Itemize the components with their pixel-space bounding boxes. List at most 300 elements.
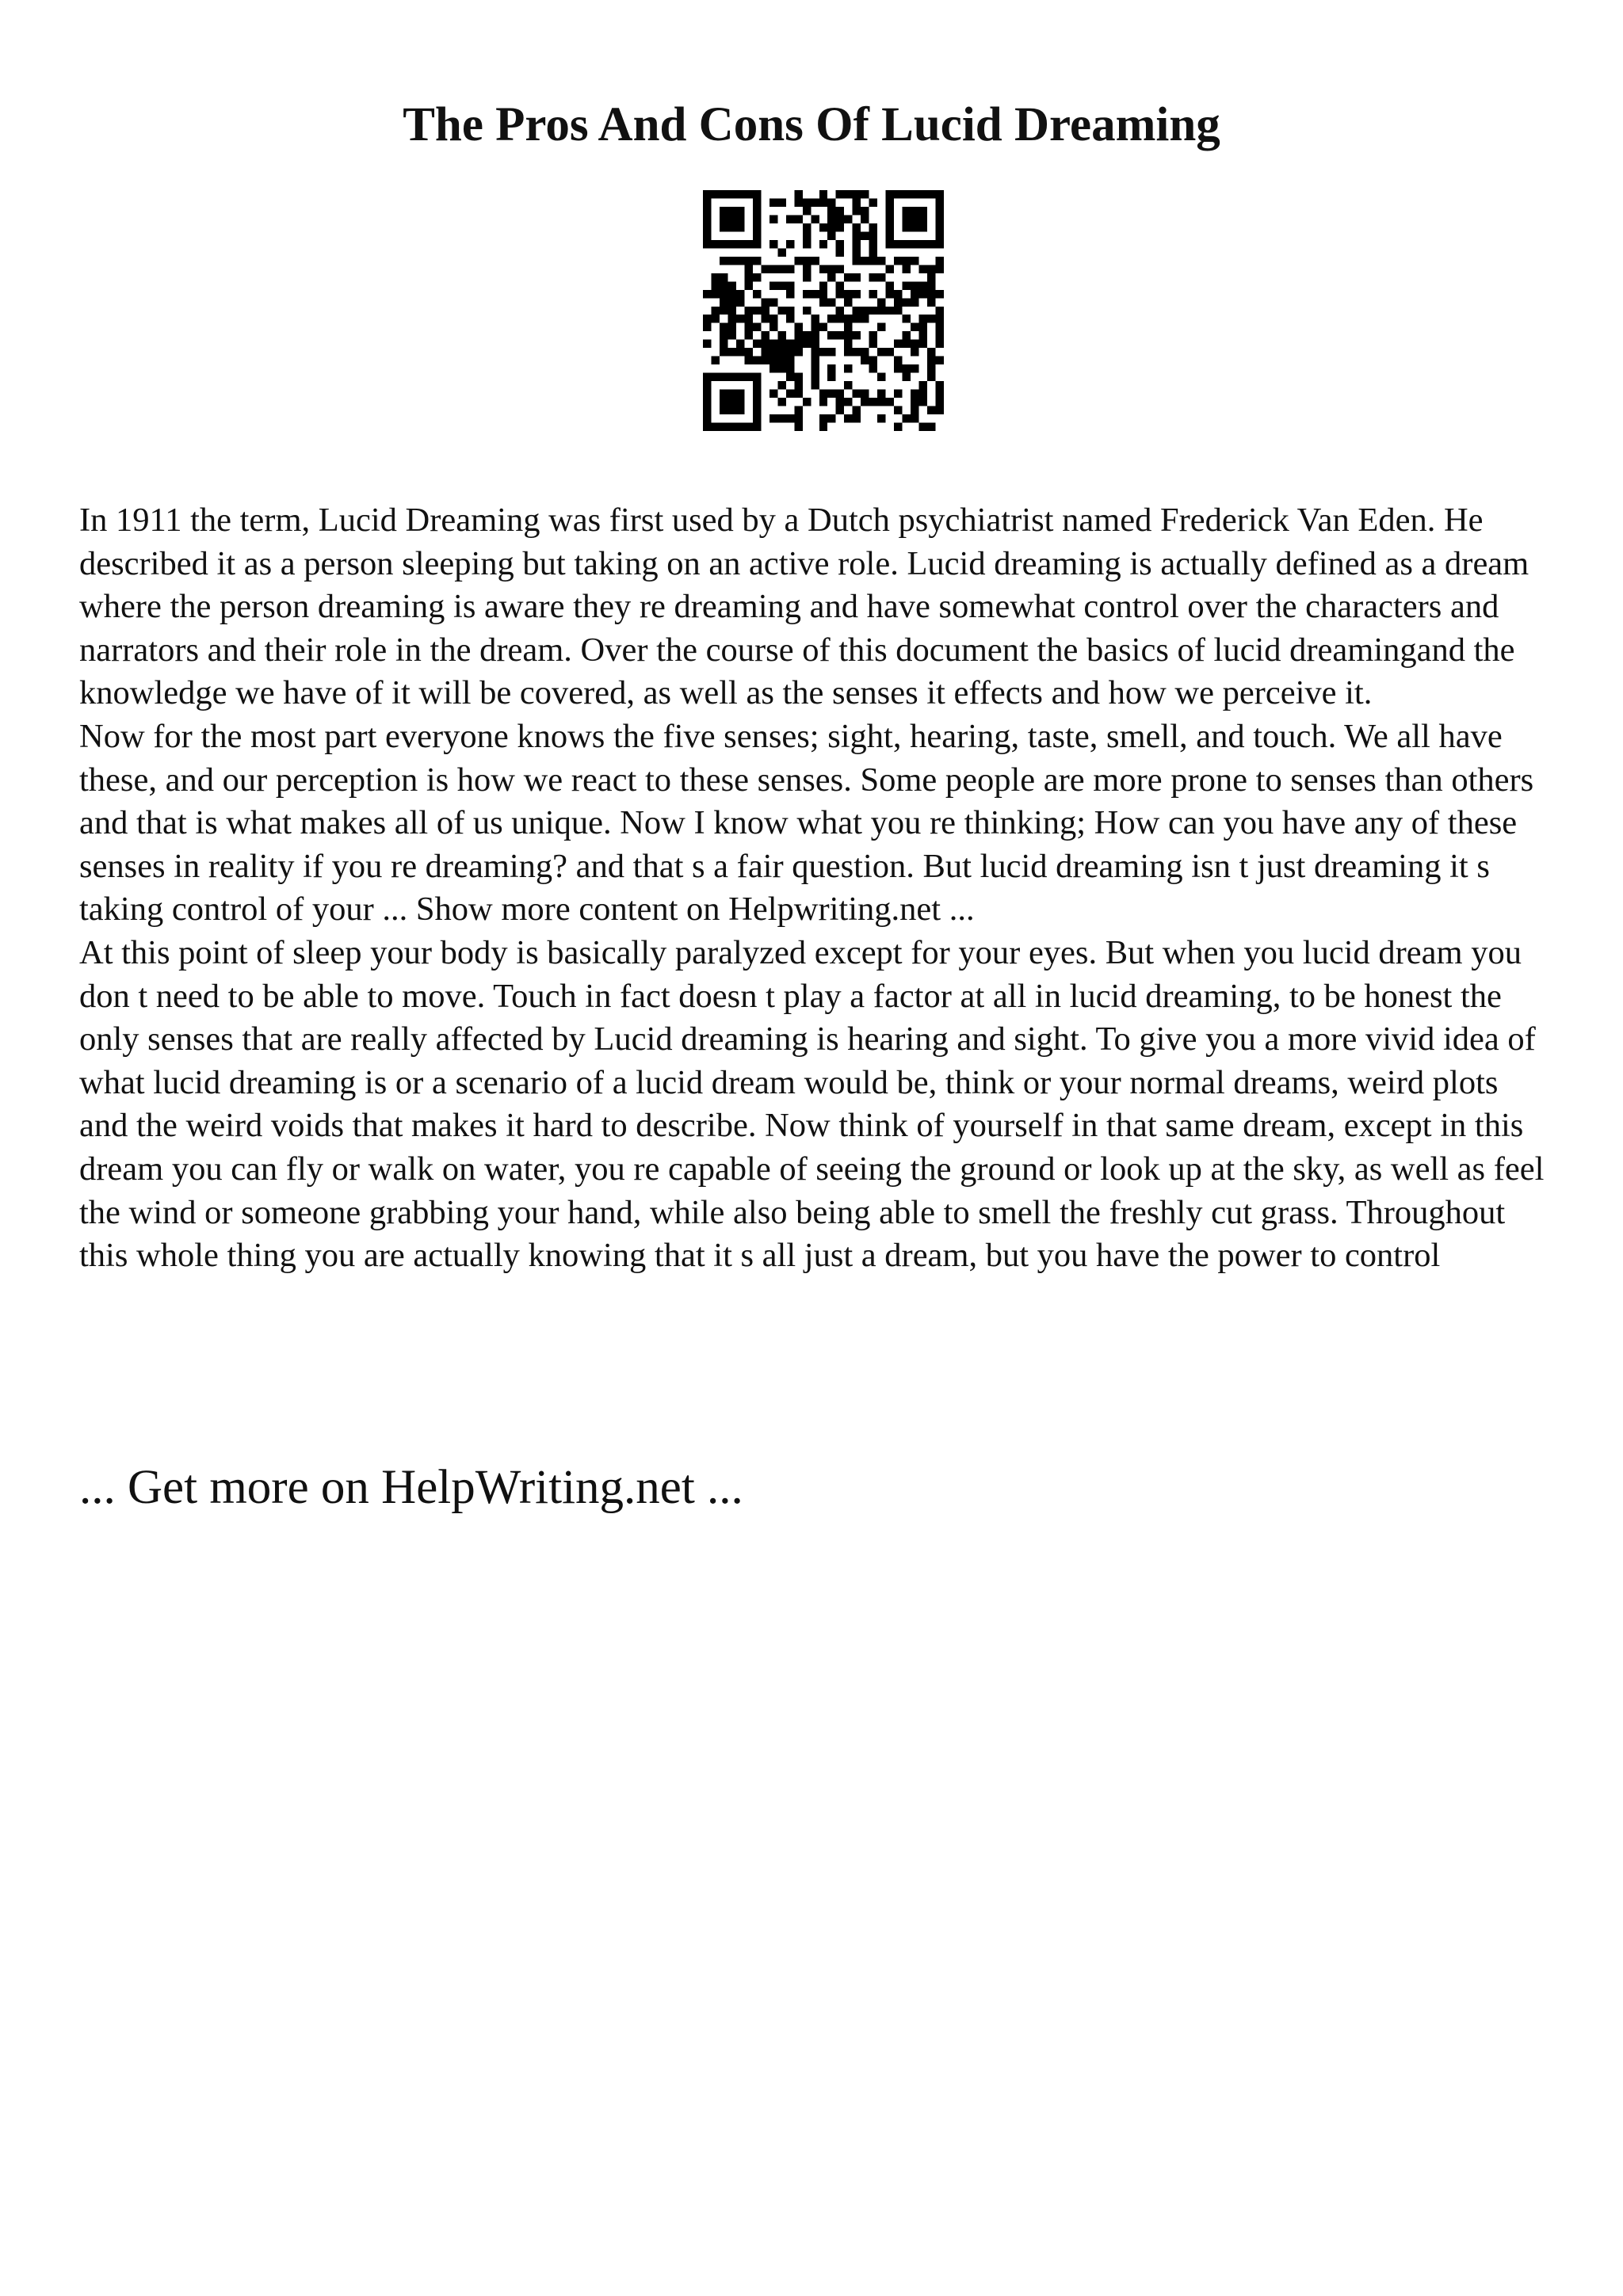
qr-module (861, 257, 869, 265)
qr-module (727, 331, 735, 339)
qr-module (836, 281, 844, 289)
qr-module (869, 307, 877, 315)
qr-module (753, 273, 761, 281)
qr-module (827, 207, 835, 215)
qr-module (761, 315, 769, 322)
qr-module (936, 357, 944, 364)
qr-module (861, 357, 869, 364)
qr-module (794, 423, 802, 431)
qr-module (753, 381, 761, 389)
qr-module (736, 298, 744, 306)
qr-module (753, 190, 761, 198)
qr-module (827, 198, 835, 206)
qr-module (811, 348, 819, 356)
qr-module (827, 265, 835, 273)
qr-module (827, 414, 835, 422)
qr-module (769, 357, 777, 364)
qr-module (911, 190, 918, 198)
qr-module (753, 340, 761, 348)
qr-module (769, 265, 777, 273)
qr-module (919, 340, 927, 348)
qr-module (703, 231, 711, 239)
qr-module (753, 215, 761, 223)
qr-module (919, 265, 927, 273)
qr-module (786, 340, 794, 348)
qr-module (903, 414, 911, 422)
qr-module (853, 290, 861, 298)
qr-module (736, 373, 744, 381)
qr-module (861, 307, 869, 315)
qr-module (769, 298, 777, 306)
qr-module (903, 240, 911, 248)
qr-module (744, 273, 752, 281)
qr-module (919, 223, 927, 231)
qr-module (886, 398, 894, 406)
qr-module (861, 190, 869, 198)
qr-module (786, 315, 794, 322)
qr-module (811, 381, 819, 389)
qr-module (903, 331, 911, 339)
qr-module (811, 257, 819, 265)
qr-module (844, 364, 852, 372)
qr-module (727, 373, 735, 381)
qr-module (736, 423, 744, 431)
qr-module (703, 315, 711, 322)
qr-module (853, 307, 861, 315)
qr-module (927, 265, 935, 273)
qr-module (844, 298, 852, 306)
qr-module (727, 215, 735, 223)
qr-module (803, 290, 811, 298)
qr-module (903, 340, 911, 348)
qr-module (769, 364, 777, 372)
get-more-link[interactable]: ... Get more on HelpWriting.net ... (79, 1461, 743, 1514)
qr-module (936, 381, 944, 389)
qr-module (927, 290, 935, 298)
qr-module (869, 340, 877, 348)
qr-module (744, 357, 752, 364)
qr-module (927, 406, 935, 414)
qr-code-icon[interactable] (703, 190, 944, 431)
qr-module (720, 215, 727, 223)
qr-module (720, 398, 727, 406)
qr-module (777, 198, 785, 206)
qr-module (869, 290, 877, 298)
qr-module (894, 340, 902, 348)
qr-module (911, 323, 918, 331)
qr-module (777, 265, 785, 273)
qr-module (894, 257, 902, 265)
qr-module (919, 190, 927, 198)
qr-module (911, 281, 918, 289)
qr-module (853, 223, 861, 231)
qr-module (803, 231, 811, 239)
qr-module (911, 298, 918, 306)
qr-module (886, 223, 894, 231)
qr-module (753, 223, 761, 231)
qr-module (703, 398, 711, 406)
qr-module (777, 364, 785, 372)
qr-module (844, 348, 852, 356)
qr-module (720, 373, 727, 381)
qr-module (927, 373, 935, 381)
qr-module (811, 198, 819, 206)
qr-module (886, 348, 894, 356)
qr-module (903, 215, 911, 223)
qr-module (886, 265, 894, 273)
qr-module (703, 223, 711, 231)
qr-module (703, 323, 711, 331)
qr-module (794, 373, 802, 381)
qr-module (886, 198, 894, 206)
qr-module (769, 340, 777, 348)
body-text (79, 499, 1553, 1278)
qr-module (927, 273, 935, 281)
qr-module (844, 215, 852, 223)
qr-module (777, 331, 785, 339)
qr-module (903, 364, 911, 372)
qr-module (827, 273, 835, 281)
qr-module (761, 348, 769, 356)
qr-module (803, 398, 811, 406)
qr-module (869, 357, 877, 364)
qr-module (753, 406, 761, 414)
qr-module (786, 215, 794, 223)
qr-module (869, 331, 877, 339)
qr-module (936, 398, 944, 406)
qr-module (836, 248, 844, 256)
qr-module (777, 307, 785, 315)
qr-module (736, 390, 744, 398)
qr-module (786, 240, 794, 248)
qr-module (736, 340, 744, 348)
qr-module (761, 265, 769, 273)
qr-module (819, 390, 827, 398)
qr-module (736, 315, 744, 322)
qr-module (777, 381, 785, 389)
qr-module (836, 331, 844, 339)
qr-module (869, 364, 877, 372)
qr-module (727, 315, 735, 322)
qr-module (819, 298, 827, 306)
qr-module (927, 364, 935, 372)
qr-module (927, 315, 935, 322)
qr-module (703, 207, 711, 215)
qr-module (703, 381, 711, 389)
qr-module (727, 281, 735, 289)
qr-module (727, 406, 735, 414)
qr-module (827, 331, 835, 339)
qr-module (786, 390, 794, 398)
qr-module (836, 207, 844, 215)
qr-module (853, 257, 861, 265)
qr-module (811, 215, 819, 223)
qr-module (769, 198, 777, 206)
paragraph-3: At this point of sleep your body is basically paralyzed except for your eyes. But when you lucid dream you don t need to be able to move. Touch in fact doesn t play a factor at all in lucid dreaming, to be honest the only senses that are really affected by Lucid dreaming is hearing and sight. To give you a more vivid idea of what lucid dreaming is or a scenario of a lucid dream would be, think or your normal dreams, weird plots and the weird voids that makes it hard to describe. Now think of yourself in that same dream, except in this dream you can fly or walk on water, you re capable of seeing the ground or look up at the sky, as well as feel the wind or someone grabbing your hand, while also being able to smell the freshly cut grass. Throughout this whole thing you are actually knowing that it s all just a dream, but you have the power to control (79, 933, 1545, 1275)
qr-module (777, 340, 785, 348)
qr-module (711, 290, 719, 298)
qr-module (936, 340, 944, 348)
qr-module (761, 357, 769, 364)
qr-module (936, 331, 944, 339)
qr-module (844, 381, 852, 389)
qr-module (911, 207, 918, 215)
qr-module (844, 273, 852, 281)
qr-module (836, 307, 844, 315)
qr-module (786, 307, 794, 315)
qr-module (727, 323, 735, 331)
qr-module (777, 348, 785, 356)
qr-module (769, 240, 777, 248)
qr-module (844, 323, 852, 331)
qr-module (727, 423, 735, 431)
qr-module (727, 207, 735, 215)
qr-module (711, 240, 719, 248)
qr-module (911, 340, 918, 348)
qr-module (844, 315, 852, 322)
qr-module (844, 340, 852, 348)
qr-module (720, 281, 727, 289)
qr-module (819, 265, 827, 273)
qr-module (911, 348, 918, 356)
qr-module (711, 273, 719, 281)
qr-module (936, 315, 944, 322)
qr-module (720, 348, 727, 356)
qr-module (727, 190, 735, 198)
qr-module (761, 340, 769, 348)
qr-module (803, 273, 811, 281)
qr-module (886, 307, 894, 315)
qr-module (811, 323, 819, 331)
qr-module (936, 198, 944, 206)
qr-module (903, 190, 911, 198)
qr-module (786, 281, 794, 289)
qr-module (861, 215, 869, 223)
qr-module (894, 364, 902, 372)
qr-module (869, 223, 877, 231)
qr-module (911, 390, 918, 398)
qr-module (819, 198, 827, 206)
qr-module (753, 198, 761, 206)
qr-module (827, 231, 835, 239)
qr-module (727, 348, 735, 356)
qr-module (919, 215, 927, 223)
qr-module (727, 390, 735, 398)
qr-module (827, 223, 835, 231)
qr-module (769, 323, 777, 331)
qr-module (877, 323, 885, 331)
qr-module (794, 406, 802, 414)
qr-module (911, 414, 918, 422)
qr-module (836, 240, 844, 248)
qr-module (803, 198, 811, 206)
qr-module (911, 257, 918, 265)
qr-module (777, 398, 785, 406)
qr-module (836, 315, 844, 322)
qr-module (836, 223, 844, 231)
qr-module (927, 240, 935, 248)
qr-module (903, 373, 911, 381)
qr-module (703, 190, 711, 198)
qr-module (936, 390, 944, 398)
qr-module (786, 364, 794, 372)
qr-module (711, 307, 719, 315)
qr-module (819, 348, 827, 356)
qr-module (703, 215, 711, 223)
qr-module (894, 390, 902, 398)
qr-module (753, 398, 761, 406)
qr-module (861, 231, 869, 239)
qr-module (727, 223, 735, 231)
qr-module (819, 414, 827, 422)
qr-module (720, 390, 727, 398)
qr-module (811, 331, 819, 339)
qr-module (853, 190, 861, 198)
qr-module (853, 331, 861, 339)
qr-module (877, 298, 885, 306)
qr-module (769, 414, 777, 422)
qr-module (736, 207, 744, 215)
qr-module (894, 406, 902, 414)
qr-module (786, 373, 794, 381)
qr-module (720, 331, 727, 339)
qr-module (794, 257, 802, 265)
qr-module (936, 290, 944, 298)
qr-module (720, 223, 727, 231)
qr-module (744, 373, 752, 381)
qr-module (936, 240, 944, 248)
qr-module (836, 390, 844, 398)
qr-module (903, 223, 911, 231)
qr-module (936, 323, 944, 331)
qr-module (753, 231, 761, 239)
qr-module (803, 340, 811, 348)
qr-module (753, 414, 761, 422)
qr-module (761, 298, 769, 306)
qr-module (753, 373, 761, 381)
qr-module (836, 406, 844, 414)
qr-module (844, 331, 852, 339)
qr-module (794, 331, 802, 339)
qr-module (744, 265, 752, 273)
qr-module (786, 414, 794, 422)
qr-module (803, 207, 811, 215)
qr-module (736, 406, 744, 414)
qr-module (736, 290, 744, 298)
paragraph-1: In 1911 the term, Lucid Dreaming was first used by a Dutch psychiatrist named Frederick Van Eden. He described it as a person sleeping but taking on an active role. Lucid dreaming is actually defined as a dream where the person dreaming is aware they re dreaming and have somewhat control over the characters and narrators and their role in the dream. Over the course of this document the basics of lucid dreamingand the knowledge we have of it will be covered, as well as the senses it effects and how we perceive it. (79, 502, 1529, 712)
qr-module (853, 390, 861, 398)
qr-module (786, 348, 794, 356)
qr-module (720, 207, 727, 215)
qr-module (919, 315, 927, 322)
qr-module (853, 248, 861, 256)
qr-module (919, 240, 927, 248)
qr-module (936, 215, 944, 223)
qr-module (769, 281, 777, 289)
qr-module (869, 198, 877, 206)
qr-module (736, 223, 744, 231)
qr-module (819, 240, 827, 248)
qr-module (761, 331, 769, 339)
qr-module (936, 231, 944, 239)
qr-module (819, 223, 827, 231)
qr-module (711, 315, 719, 322)
qr-module (836, 265, 844, 273)
qr-module (727, 290, 735, 298)
qr-module (877, 307, 885, 315)
qr-module (827, 298, 835, 306)
qr-module (827, 390, 835, 398)
qr-module (703, 340, 711, 348)
qr-module (844, 398, 852, 406)
qr-module (703, 198, 711, 206)
qr-module (903, 265, 911, 273)
qr-module (753, 423, 761, 431)
qr-module (886, 240, 894, 248)
qr-module (736, 190, 744, 198)
qr-module (919, 423, 927, 431)
qr-module (819, 423, 827, 431)
qr-module (869, 231, 877, 239)
qr-module (903, 281, 911, 289)
qr-module (936, 307, 944, 315)
qr-module (769, 315, 777, 322)
qr-module (736, 257, 744, 265)
qr-module (727, 307, 735, 315)
qr-module (720, 190, 727, 198)
qr-module (777, 248, 785, 256)
document-title: The Pros And Cons Of Lucid Dreaming (403, 98, 1220, 151)
qr-module (919, 207, 927, 215)
qr-module (753, 257, 761, 265)
qr-module (720, 406, 727, 414)
qr-module (886, 207, 894, 215)
qr-module (869, 240, 877, 248)
qr-module (869, 257, 877, 265)
qr-module (703, 290, 711, 298)
qr-module (911, 290, 918, 298)
qr-module (877, 398, 885, 406)
qr-module (836, 190, 844, 198)
qr-module (777, 281, 785, 289)
qr-module (861, 348, 869, 356)
qr-module (844, 290, 852, 298)
qr-module (911, 406, 918, 414)
qr-module (769, 348, 777, 356)
qr-module (911, 240, 918, 248)
qr-module (753, 357, 761, 364)
qr-module (819, 323, 827, 331)
qr-module (894, 357, 902, 364)
qr-module (753, 390, 761, 398)
qr-module (827, 364, 835, 372)
qr-module (803, 265, 811, 273)
qr-module (819, 290, 827, 298)
qr-module (794, 414, 802, 422)
qr-module (736, 240, 744, 248)
qr-module (794, 348, 802, 356)
qr-module (711, 423, 719, 431)
qr-module (803, 223, 811, 231)
qr-module (936, 257, 944, 265)
qr-module (744, 257, 752, 265)
qr-module (727, 257, 735, 265)
qr-module (919, 398, 927, 406)
qr-module (811, 340, 819, 348)
qr-module (894, 298, 902, 306)
qr-module (744, 240, 752, 248)
qr-module (919, 323, 927, 331)
